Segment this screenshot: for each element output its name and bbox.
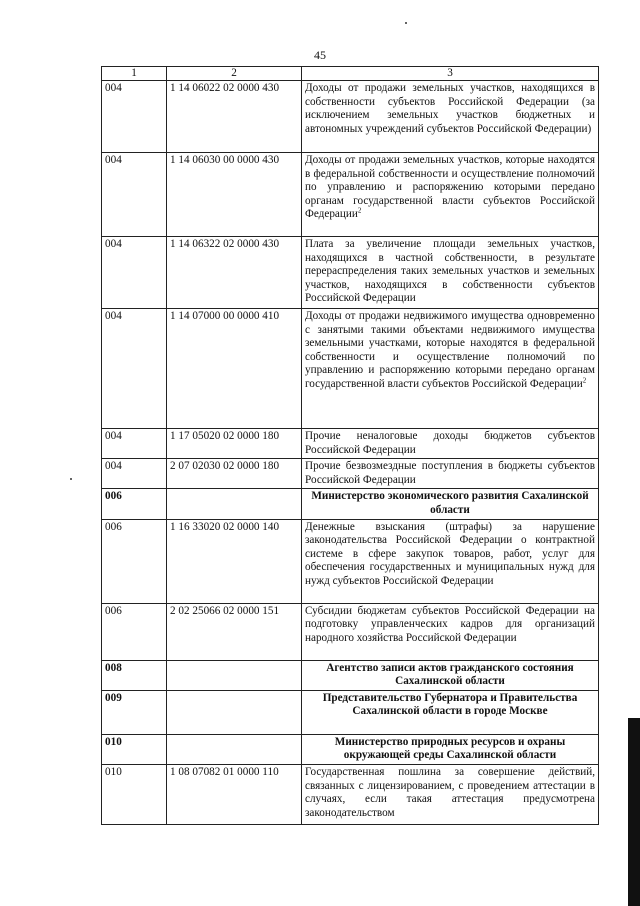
table-row	[102, 81, 599, 153]
revenue-code-cell: 1 16 33020 02 0000 140	[167, 519, 302, 603]
footnote-marker: 2	[582, 376, 587, 385]
table-row	[102, 764, 599, 824]
description-cell	[302, 489, 599, 519]
admin-code-cell: 010	[102, 734, 167, 764]
description-cell	[302, 764, 599, 824]
admin-code-cell: 004	[102, 237, 167, 309]
admin-code-cell: 004	[102, 81, 167, 153]
description-cell	[302, 309, 599, 429]
description-cell	[302, 237, 599, 309]
admin-code-cell: 004	[102, 459, 167, 489]
description-cell	[302, 690, 599, 734]
admin-code-cell: 006	[102, 603, 167, 660]
description-text: Субсидии бюджетам субъектов Российской Федерации на подготовку управленческих кадров для организаций народного хозяйства Российской Федерации	[305, 604, 595, 644]
description-cell	[302, 81, 599, 153]
description-text: Денежные взыскания (штрафы) за нарушение законодательства Российской Федерации о контрактной системе в сфере закупок товаров, работ, услуг для обеспечения государственных и муниципальных нужд для нужд субъектов Российской Федерации	[305, 520, 595, 587]
admin-code-cell: 009	[102, 690, 167, 734]
department-row	[102, 690, 599, 734]
scan-edge-mark	[628, 718, 640, 906]
description-text: Министерство экономического развития Сахалинской области	[311, 490, 589, 516]
revenue-code-cell: 1 14 06030 00 0000 430	[167, 153, 302, 237]
revenue-code-cell: 1 14 06022 02 0000 430	[167, 81, 302, 153]
description-text: Прочие неналоговые доходы бюджетов субъектов Российской Федерации	[305, 430, 595, 456]
revenue-code-cell: 1 14 07000 00 0000 410	[167, 309, 302, 429]
description-cell	[302, 459, 599, 489]
description-cell	[302, 153, 599, 237]
admin-code-cell: 004	[102, 429, 167, 459]
revenue-code-cell: 2 02 25066 02 0000 151	[167, 603, 302, 660]
table-row	[102, 429, 599, 459]
department-row	[102, 489, 599, 519]
revenue-code-cell	[167, 660, 302, 690]
description-text: Министерство природных ресурсов и охраны окружающей среды Сахалинской области	[334, 735, 566, 762]
table-body	[102, 81, 599, 825]
department-row	[102, 734, 599, 764]
admin-code-cell: 008	[102, 660, 167, 690]
admin-code-cell: 010	[102, 764, 167, 824]
description-text: Агентство записи актов гражданского состояния Сахалинской области	[326, 661, 574, 688]
column-header-3: 3	[302, 67, 599, 81]
column-header-1: 1	[102, 67, 167, 81]
table-row	[102, 237, 599, 309]
page-number: 45	[314, 48, 326, 62]
revenue-table	[101, 66, 599, 825]
table-row	[102, 153, 599, 237]
revenue-code-cell: 1 08 07082 01 0000 110	[167, 764, 302, 824]
revenue-code-cell: 1 17 05020 02 0000 180	[167, 429, 302, 459]
description-text: Доходы от продажи недвижимого имущества одновременно с занятыми такими объектами недвижимого имущества земельными участками, которые находятся в федеральной собственности и осуществление полномочий по управлению и распоряжению которыми передано органам государственной власти субъектов Российской Федерации	[305, 310, 595, 390]
description-text: Доходы от продажи земельных участков, находящихся в собственности субъектов Российской Федерации (за исключением земельных участков бюджетных и автономных учреждений субъектов Российской Федерации)	[305, 82, 595, 135]
table-header-row	[102, 67, 599, 81]
table-row	[102, 309, 599, 429]
revenue-code-cell: 1 14 06322 02 0000 430	[167, 237, 302, 309]
description-cell	[302, 519, 599, 603]
scan-speck	[405, 22, 407, 24]
admin-code-cell: 006	[102, 519, 167, 603]
scan-speck	[70, 478, 72, 480]
table-row	[102, 519, 599, 603]
admin-code-cell: 004	[102, 309, 167, 429]
description-text: Государственная пошлина за совершение действий, связанных с лицензированием, с проведением аттестации в случаях, если такая аттестация предусмотрена законодательством	[305, 765, 595, 819]
description-cell	[302, 660, 599, 690]
description-cell	[302, 429, 599, 459]
revenue-code-cell	[167, 489, 302, 519]
admin-code-cell: 004	[102, 153, 167, 237]
admin-code-cell: 006	[102, 489, 167, 519]
table-row	[102, 459, 599, 489]
description-cell	[302, 734, 599, 764]
revenue-code-cell: 2 07 02030 02 0000 180	[167, 459, 302, 489]
description-text: Прочие безвозмездные поступления в бюджеты субъектов Российской Федерации	[305, 460, 595, 486]
table-row	[102, 603, 599, 660]
description-text: Плата за увеличение площади земельных участков, находящихся в частной собственности, в результате перераспределения таких земельных участков и земельных участков, находящихся в собственности субъектов Российской Федерации	[305, 238, 595, 305]
column-header-2: 2	[167, 67, 302, 81]
description-text: Доходы от продажи земельных участков, которые находятся в федеральной собственности и осуществление полномочий по управлению и распоряжению которыми передано органам государственной власти субъектов Российской Федерации	[305, 154, 595, 221]
revenue-code-cell	[167, 734, 302, 764]
description-text: Представительство Губернатора и Правительства Сахалинской области в городе Москве	[322, 691, 578, 718]
department-row	[102, 660, 599, 690]
description-cell	[302, 603, 599, 660]
revenue-code-cell	[167, 690, 302, 734]
footnote-marker: 2	[357, 206, 362, 215]
